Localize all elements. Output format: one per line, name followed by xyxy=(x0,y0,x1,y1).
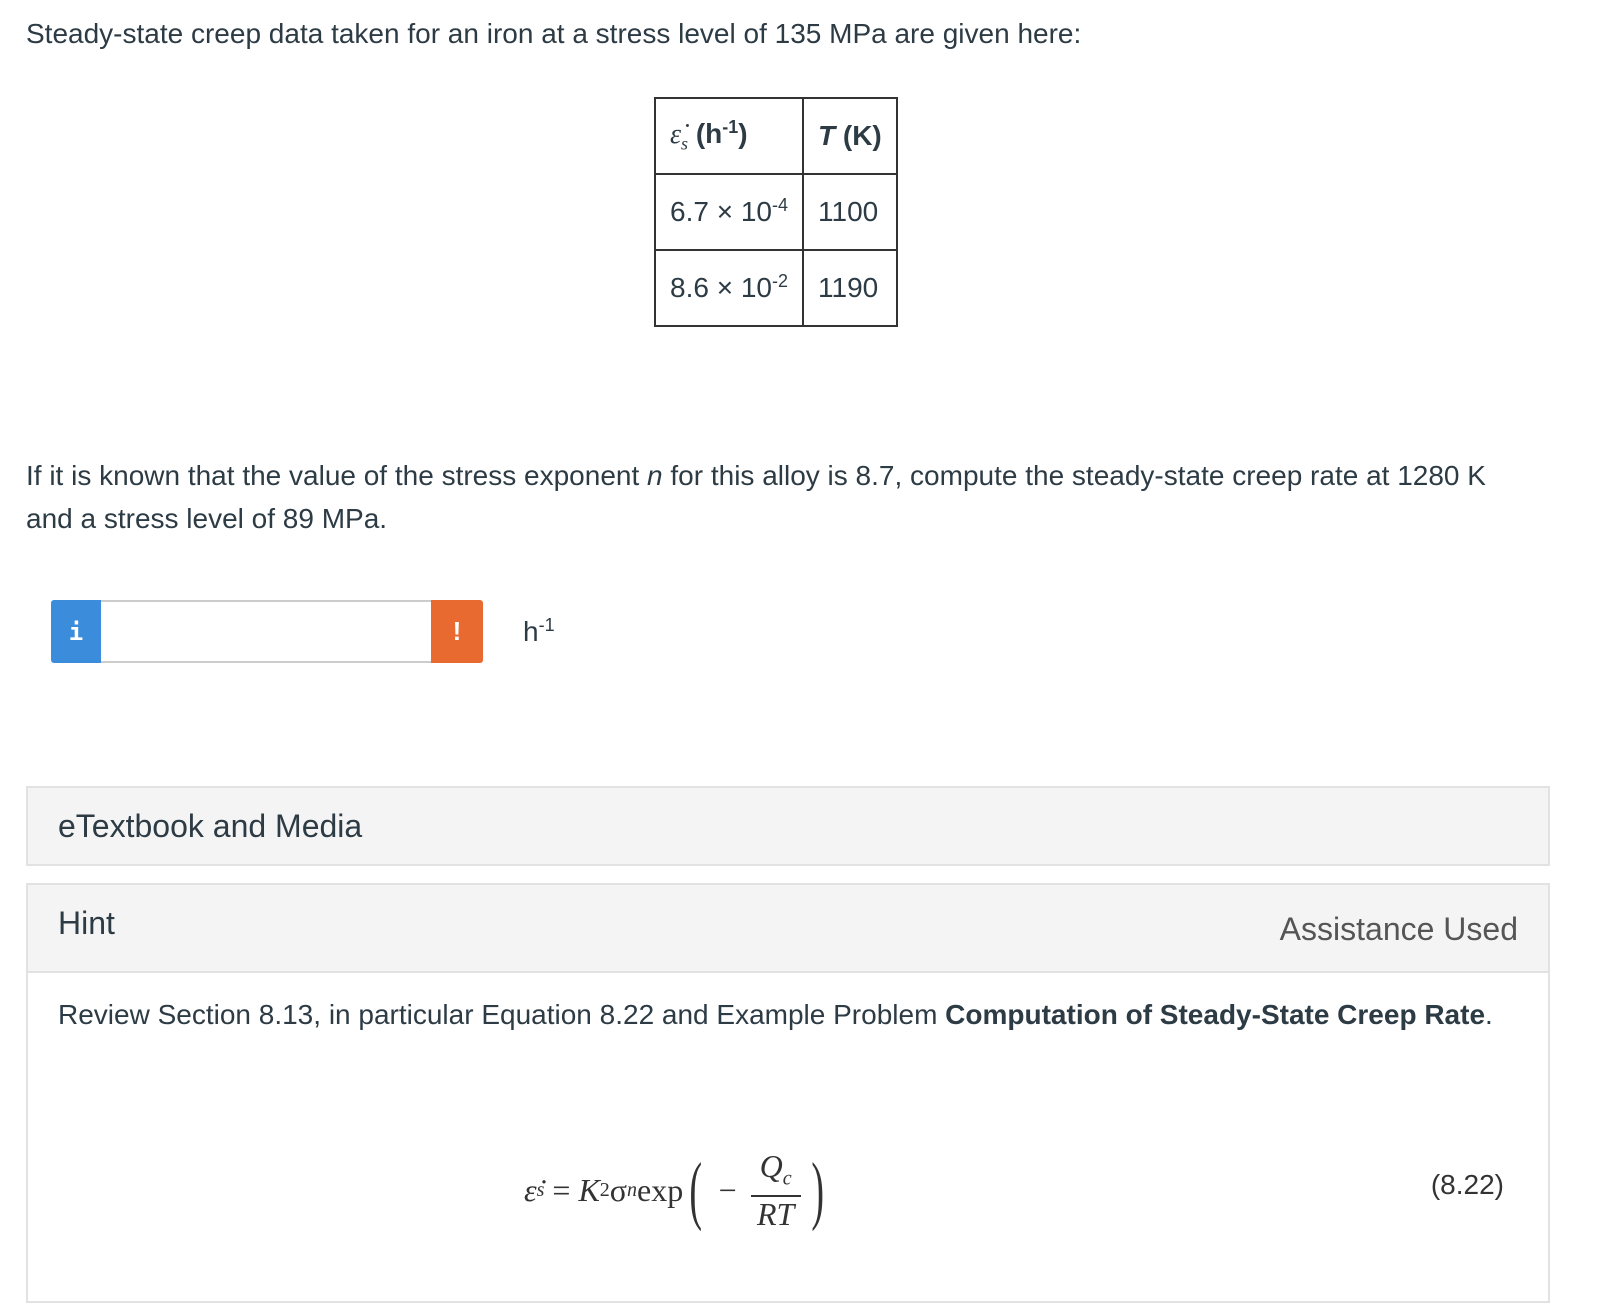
equation-number: (8.22) xyxy=(1430,1169,1504,1200)
eq-lhs: ε̇ xyxy=(524,1171,537,1208)
eq-k-sub: 2 xyxy=(599,1178,610,1201)
eq-sigma: σ xyxy=(609,1171,628,1208)
table-row xyxy=(655,250,897,326)
exponent: -1 xyxy=(722,116,739,137)
unit: (K) xyxy=(842,120,882,151)
eq-den: RT xyxy=(756,1196,795,1233)
hint-panel xyxy=(26,883,1550,1303)
etextbook-panel[interactable]: eTextbook and Media xyxy=(26,786,1550,866)
answer-input[interactable] xyxy=(101,600,431,663)
temp-symbol: T xyxy=(818,120,836,151)
temperature-cell: 1100 xyxy=(803,174,897,250)
strain-rate-cell xyxy=(655,250,803,326)
temperature-cell: 1190 xyxy=(803,250,897,326)
q-post: for this alloy is 8.7, compute the steady-state creep rate at 1280 K and a stress level of 89 MPa. xyxy=(26,460,1486,534)
hint-title: Hint xyxy=(58,905,115,941)
strain-rate-symbol: ε̇ xyxy=(670,118,682,150)
subscript: s xyxy=(681,133,689,154)
right-paren: ) xyxy=(810,1148,824,1232)
creep-data-table xyxy=(654,97,898,327)
hint-text-end: . xyxy=(1485,999,1493,1030)
hint-header[interactable] xyxy=(28,885,1548,973)
equation-math xyxy=(524,1145,830,1235)
eq-lhs-sub: s xyxy=(536,1178,545,1201)
table-header-row xyxy=(655,98,897,174)
eq-k: K xyxy=(578,1171,600,1208)
header-strain-rate xyxy=(655,98,803,174)
unit-base: h xyxy=(523,615,539,647)
eq-fraction xyxy=(751,1149,801,1231)
hint-body xyxy=(28,973,1548,1056)
mantissa: 8.6 × 10 xyxy=(670,272,772,303)
unit-exp: -1 xyxy=(538,614,555,635)
left-paren: ( xyxy=(689,1148,703,1232)
exponent: -2 xyxy=(771,271,788,291)
assistance-status: Assistance Used xyxy=(1279,911,1518,947)
question-text xyxy=(26,454,1506,540)
example-link: Computation of Steady-State Creep Rate xyxy=(945,999,1486,1030)
info-icon[interactable]: i xyxy=(51,600,101,663)
table-row xyxy=(655,174,897,250)
paren: ) xyxy=(738,117,748,149)
eq-minus: − xyxy=(718,1171,737,1208)
mantissa: 6.7 × 10 xyxy=(670,196,772,227)
hint-text: Review Section 8.13, in particular Equation 8.22 and Example Problem xyxy=(58,999,946,1030)
answer-unit xyxy=(523,616,555,648)
eq-n: n xyxy=(627,1179,638,1201)
answer-row xyxy=(51,600,555,663)
header-temperature xyxy=(803,98,897,174)
error-icon[interactable]: ! xyxy=(431,600,483,663)
eq-equals: = xyxy=(544,1171,579,1208)
unit: (h xyxy=(695,117,723,149)
eq-num: Q xyxy=(759,1147,783,1184)
eq-exp: exp xyxy=(637,1171,684,1208)
q-var: n xyxy=(647,460,663,491)
eq-num-sub: c xyxy=(782,1167,792,1190)
strain-rate-cell xyxy=(655,174,803,250)
exponent: -4 xyxy=(771,195,788,215)
q-pre: If it is known that the value of the stress exponent xyxy=(26,460,648,491)
intro-text: Steady-state creep data taken for an iron at a stress level of 135 MPa are given here: xyxy=(26,18,1082,49)
